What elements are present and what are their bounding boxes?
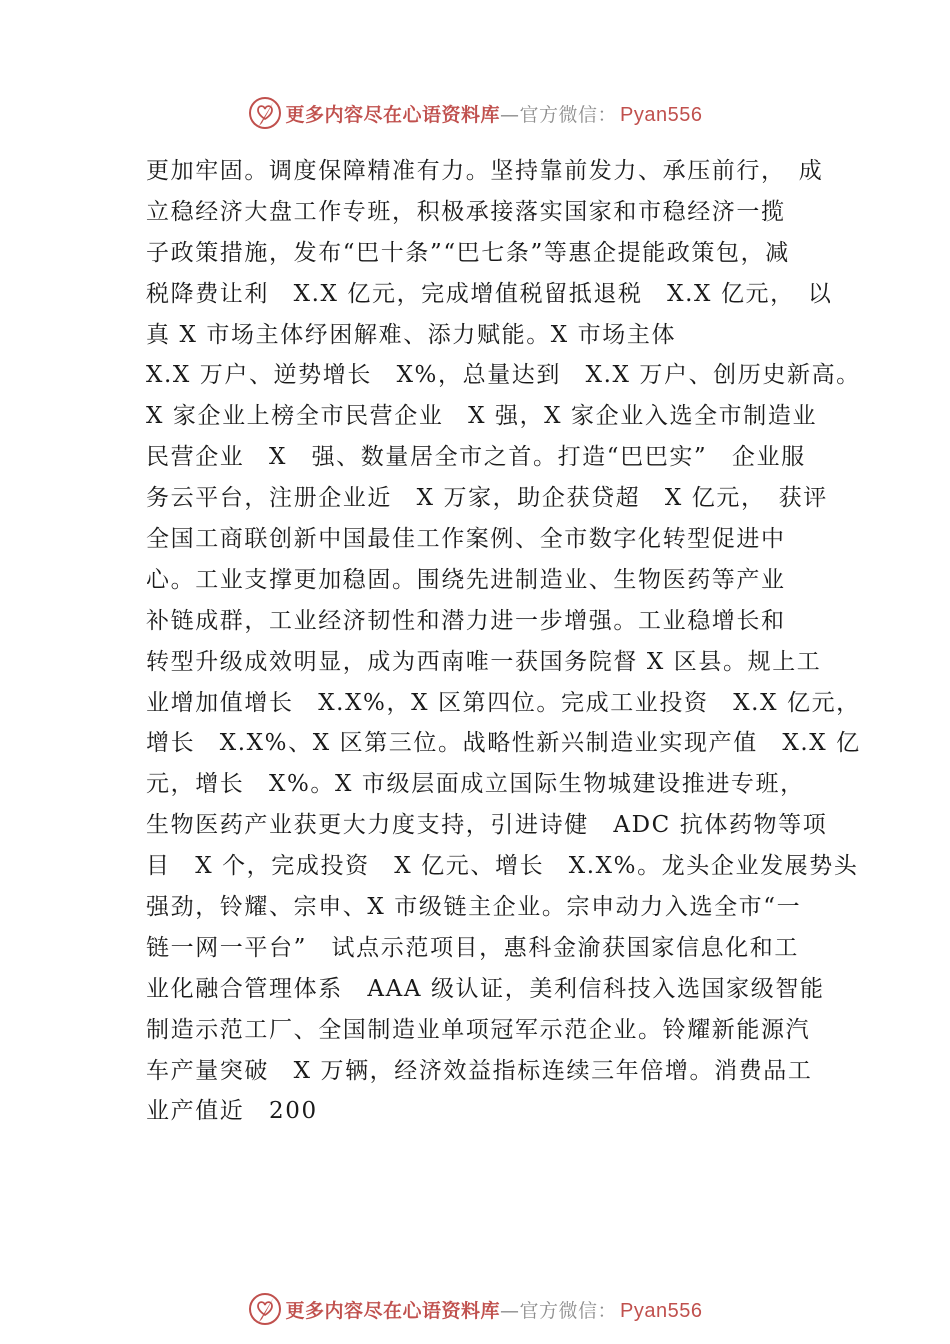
body-line: X.X 万户、逆势增长 X%，总量达到 X.X 万户、创历史新高。 xyxy=(146,362,861,389)
quill-heart-logo-icon xyxy=(248,96,282,130)
document-body xyxy=(146,151,861,1132)
quill-heart-logo-icon xyxy=(248,1292,282,1326)
body-line: 心。工业支撑更加稳固。围绕先进制造业、生物医药等产业 xyxy=(146,566,786,593)
body-line: 链一网一平台” 试点示范项目，惠科金渝获国家信息化和工 xyxy=(146,934,799,961)
body-line: 制造示范工厂、全国制造业单项冠军示范企业。铃耀新能源汽 xyxy=(146,1016,811,1043)
body-line: 民营企业 X 强、数量居全市之首。打造“巴巴实” 企业服 xyxy=(146,444,806,471)
banner-gray-text: —官方微信： xyxy=(500,1299,618,1322)
banner-red-text: 更多内容尽在心语资料库 xyxy=(285,1299,501,1322)
header-banner xyxy=(0,93,950,133)
banner-wechat-id: Pyan556 xyxy=(620,1299,703,1322)
body-line: 目 X 个，完成投资 X 亿元、增长 X.X%。龙头企业发展势头 xyxy=(146,853,859,880)
body-line: 全国工商联创新中国最佳工作案例、全市数字化转型促进中 xyxy=(146,526,786,553)
body-line: 税降费让利 X.X 亿元，完成增值税留抵退税 X.X 亿元， 以 xyxy=(146,280,833,307)
body-line: 业增加值增长 X.X%，X 区第四位。完成工业投资 X.X 亿元， xyxy=(146,689,861,716)
body-line: 强劲，铃耀、宗申、X 市级链主企业。宗申动力入选全市“一 xyxy=(146,894,802,921)
body-line: 业化融合管理体系 AAA 级认证，美利信科技入选国家级智能 xyxy=(146,975,825,1002)
body-line: 增长 X.X%、X 区第三位。战略性新兴制造业实现产值 X.X 亿 xyxy=(146,730,861,757)
body-line: 业产值近 200 xyxy=(146,1098,318,1125)
footer-banner xyxy=(0,1289,950,1329)
body-line: 真 X 市场主体纾困解难、添力赋能。X 市场主体 xyxy=(146,321,677,348)
body-line: 立稳经济大盘工作专班，积极承接落实国家和市稳经济一揽 xyxy=(146,198,786,225)
body-line: 务云平台，注册企业近 X 万家，助企获贷超 X 亿元， 获评 xyxy=(146,485,828,512)
banner-red-text: 更多内容尽在心语资料库 xyxy=(285,103,501,126)
body-line: 子政策措施，发布“巴十条”“巴七条”等惠企提能政策包，减 xyxy=(146,239,790,266)
body-line: 补链成群，工业经济韧性和潜力进一步增强。工业稳增长和 xyxy=(146,607,786,634)
body-line: 生物医药产业获更大力度支持，引进诗健 ADC 抗体药物等项 xyxy=(146,812,828,839)
body-line: 元，增长 X%。X 市级层面成立国际生物城建设推进专班， xyxy=(146,771,805,798)
banner-gray-text: —官方微信： xyxy=(500,103,618,126)
body-line: 车产量突破 X 万辆，经济效益指标连续三年倍增。消费品工 xyxy=(146,1057,813,1084)
banner-wechat-id: Pyan556 xyxy=(620,103,703,126)
body-line: X 家企业上榜全市民营企业 X 强，X 家企业入选全市制造业 xyxy=(146,403,818,430)
body-line: 转型升级成效明显，成为西南唯一获国务院督 X 区县。规上工 xyxy=(146,648,822,675)
body-line: 更加牢固。调度保障精准有力。坚持靠前发力、承压前行， 成 xyxy=(146,158,824,184)
